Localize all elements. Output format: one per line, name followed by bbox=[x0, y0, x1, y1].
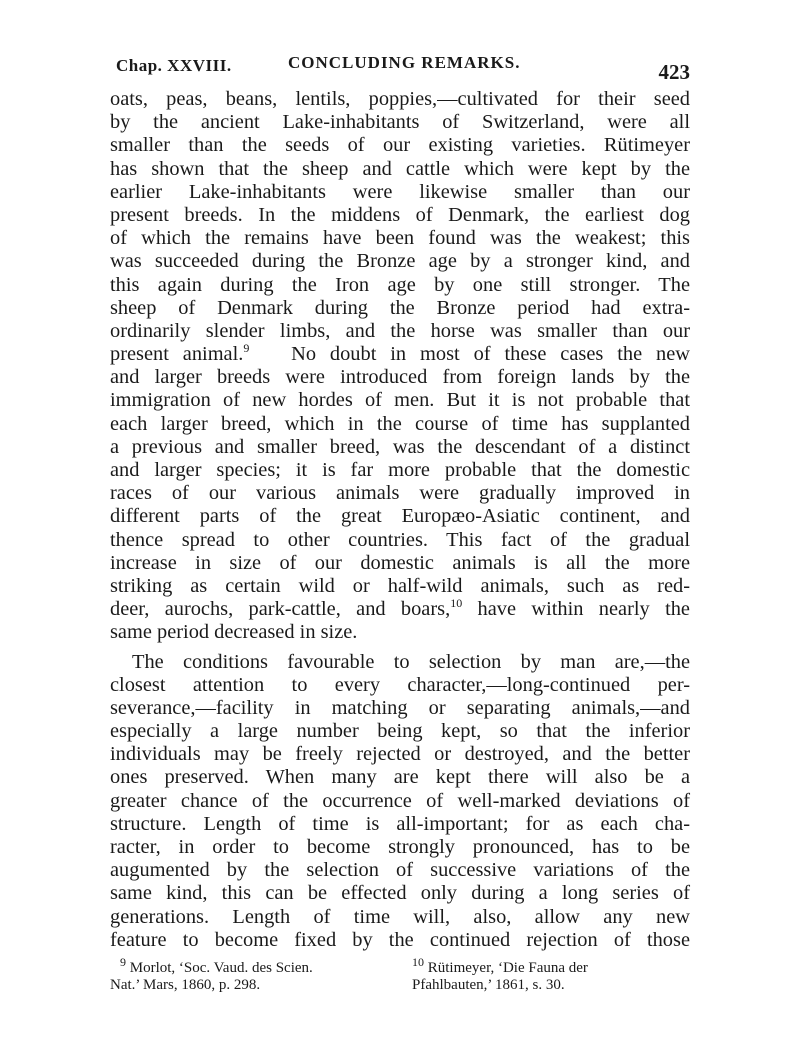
text-line: and larger breeds were introduced from foreign lands by the bbox=[110, 366, 690, 389]
text-line: augumented by the selection of successive variations of the bbox=[110, 859, 690, 882]
text-fragment: No doubt in most of these cases the new bbox=[291, 343, 690, 366]
footnote-line bbox=[412, 954, 692, 977]
text-line: greater chance of the occurrence of well-marked deviations of bbox=[110, 789, 690, 812]
footnote-marker: 9 bbox=[120, 954, 126, 969]
text-line: and larger species; it is far more probable that the domestic bbox=[110, 459, 690, 481]
text-line: thence spread to other countries. This fact of the gradual bbox=[110, 528, 690, 551]
running-header bbox=[110, 48, 690, 84]
text-line: smaller than the seeds of our existing varieties. Rütimeyer bbox=[110, 134, 690, 157]
footnote-10 bbox=[412, 954, 692, 994]
paragraph-2 bbox=[110, 651, 690, 952]
text-line: different parts of the great Europæo-Asiatic continent, and bbox=[110, 505, 690, 528]
footnotes bbox=[110, 954, 690, 1008]
text-line: has shown that the sheep and cattle which were kept by the bbox=[110, 157, 690, 180]
text-fragment: present animal. bbox=[110, 343, 244, 366]
text-line: increase in size of our domestic animals is all the more bbox=[110, 551, 690, 574]
text-line: same kind, this can be effected only during a long series of bbox=[110, 882, 690, 905]
text-line: oats, peas, beans, lentils, poppies,—cultivated for their seed bbox=[110, 88, 690, 110]
text-line: ones preserved. When many are kept there will also be a bbox=[110, 766, 690, 789]
text-line: earlier Lake-inhabitants were likewise smaller than our bbox=[110, 180, 690, 203]
text-fragment: have within nearly the bbox=[477, 598, 690, 621]
text-fragment: deer, aurochs, park-cattle, and boars, bbox=[110, 598, 451, 621]
footnote-marker: 10 bbox=[412, 954, 424, 969]
footnote-9 bbox=[110, 954, 405, 994]
footnote-ref-9[interactable]: 9 bbox=[243, 341, 250, 356]
text-line: individuals may be freely rejected or destroyed, and the better bbox=[110, 743, 690, 766]
text-line: closest attention to every character,—long-continued per- bbox=[110, 673, 690, 696]
text-line: races of our various animals were gradually improved in bbox=[110, 482, 690, 505]
text-line bbox=[110, 598, 690, 621]
footnote-ref-10[interactable]: 10 bbox=[450, 596, 463, 611]
footnote-line: Pfahlbauten,’ 1861, s. 30. bbox=[412, 976, 565, 993]
text-line: by the ancient Lake-inhabitants of Switzerland, were all bbox=[110, 111, 690, 134]
text-line: racter, in order to become strongly pronounced, has to be bbox=[110, 836, 690, 858]
text-line: of which the remains have been found was the weakest; this bbox=[110, 227, 690, 250]
text-line: same period decreased in size. bbox=[110, 621, 358, 644]
text-line: The conditions favourable to selection by man are,—the bbox=[132, 650, 690, 673]
page-number: 423 bbox=[658, 60, 690, 84]
text-line: feature to become fixed by the continued rejection of those bbox=[110, 928, 690, 951]
paragraph-1 bbox=[110, 88, 690, 645]
book-page bbox=[110, 48, 690, 1008]
text-line: ordinarily slender limbs, and the horse was smaller than our bbox=[110, 319, 690, 342]
text-line: present breeds. In the middens of Denmark, the earliest dog bbox=[110, 203, 690, 226]
text-line: this again during the Iron age by one still stronger. The bbox=[110, 273, 690, 296]
text-line: a previous and smaller breed, was the descendant of a distinct bbox=[110, 435, 690, 458]
text-line: severance,—facility in matching or separating animals,—and bbox=[110, 696, 690, 719]
footnote-line bbox=[120, 954, 405, 977]
text-line bbox=[110, 343, 690, 366]
body-text bbox=[110, 88, 690, 952]
running-title: CONCLUDING REMARKS. bbox=[288, 53, 521, 72]
text-line: generations. Length of time will, also, allow any new bbox=[110, 905, 690, 928]
text-line: immigration of new hordes of men. But it is not probable that bbox=[110, 389, 690, 412]
text-line: each larger breed, which in the course of time has supplanted bbox=[110, 412, 690, 435]
text-line: sheep of Denmark during the Bronze period had extra- bbox=[110, 296, 690, 319]
text-line: was succeeded during the Bronze age by a stronger kind, and bbox=[110, 250, 690, 273]
footnote-text: Morlot, ‘Soc. Vaud. des Scien. bbox=[129, 959, 313, 976]
footnote-line: Nat.’ Mars, 1860, p. 298. bbox=[110, 976, 261, 993]
chapter-label: Chap. XXVIII. bbox=[116, 56, 232, 75]
text-line: structure. Length of time is all-important; for as each cha- bbox=[110, 812, 690, 835]
footnote-text: Rütimeyer, ‘Die Fauna der bbox=[427, 959, 588, 976]
text-line: striking as certain wild or half-wild animals, such as red- bbox=[110, 574, 690, 597]
text-line: especially a large number being kept, so that the inferior bbox=[110, 720, 690, 743]
